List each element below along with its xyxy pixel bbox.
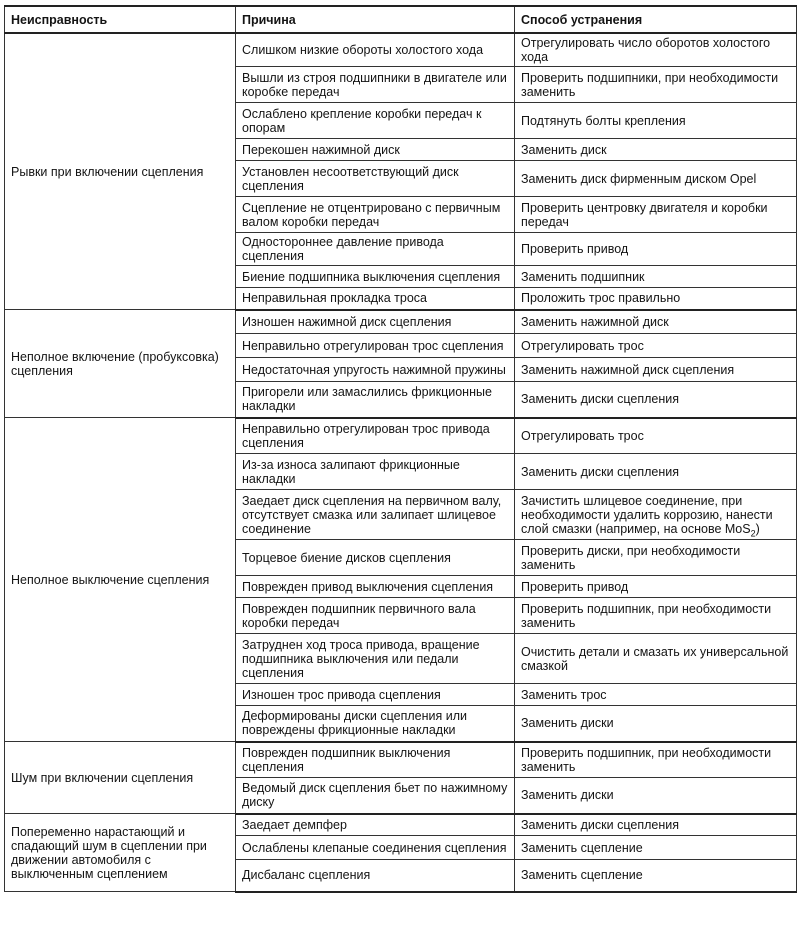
remedy-cell: Проверить привод	[515, 576, 797, 598]
cause-cell: Одностороннее давление привода сцепления	[236, 233, 515, 266]
table-row	[5, 33, 797, 67]
remedy-text: Зачистить шлицевое соединение, при необходимости удалить коррозию, нанести слой смазки (например, на основе MoS	[521, 493, 773, 536]
remedy-cell: Проверить подшипник, при необходимости заменить	[515, 598, 797, 634]
remedy-tail: )	[755, 521, 760, 536]
header-row	[5, 6, 797, 33]
cause-cell: Торцевое биение дисков сцепления	[236, 540, 515, 576]
remedy-subscript: 2	[750, 528, 756, 538]
cause-cell: Заедает демпфер	[236, 814, 515, 836]
header-cause: Причина	[236, 6, 515, 33]
header-fault: Неисправность	[5, 6, 236, 33]
remedy-cell: Проверить подшипники, при необходимости заменить	[515, 67, 797, 103]
cause-cell: Перекошен нажимной диск	[236, 139, 515, 161]
cause-cell: Неправильно отрегулирован трос привода сцепления	[236, 418, 515, 454]
remedy-cell: Заменить диск фирменным диском Opel	[515, 161, 797, 197]
cause-cell: Поврежден привод выключения сцепления	[236, 576, 515, 598]
fault-cell: Неполное включение (пробуксовка) сцепления	[5, 310, 236, 418]
cause-cell: Биение подшипника выключения сцепления	[236, 266, 515, 288]
table-row	[5, 814, 797, 836]
remedy-cell: Отрегулировать трос	[515, 418, 797, 454]
cause-cell: Изношен нажимной диск сцепления	[236, 310, 515, 334]
cause-cell: Изношен трос привода сцепления	[236, 684, 515, 706]
fault-cell: Неполное выключение сцепления	[5, 418, 236, 742]
remedy-cell: Заменить диски сцепления	[515, 454, 797, 490]
remedy-cell: Заменить нажимной диск сцепления	[515, 358, 797, 382]
cause-cell: Деформированы диски сцепления или повреждены фрикционные накладки	[236, 706, 515, 742]
remedy-cell: Проверить центровку двигателя и коробки передач	[515, 197, 797, 233]
cause-cell: Недостаточная упругость нажимной пружины	[236, 358, 515, 382]
remedy-cell: Заменить диски	[515, 706, 797, 742]
cause-cell: Из-за износа залипают фрикционные накладки	[236, 454, 515, 490]
remedy-cell: Заменить трос	[515, 684, 797, 706]
table-row	[5, 310, 797, 334]
table-body	[5, 33, 797, 892]
cause-cell: Сцепление не отцентрировано с первичным валом коробки передач	[236, 197, 515, 233]
remedy-cell: Заменить диски сцепления	[515, 382, 797, 418]
header-remedy: Способ устранения	[515, 6, 797, 33]
remedy-cell: Заменить диски сцепления	[515, 814, 797, 836]
cause-cell: Установлен несоответствующий диск сцепления	[236, 161, 515, 197]
remedy-cell	[515, 490, 797, 540]
remedy-cell: Проверить привод	[515, 233, 797, 266]
remedy-cell: Проверить подшипник, при необходимости заменить	[515, 742, 797, 778]
cause-cell: Ослаблено крепление коробки передач к опорам	[236, 103, 515, 139]
cause-cell: Вышли из строя подшипники в двигателе или коробке передач	[236, 67, 515, 103]
cause-cell: Неправильная прокладка троса	[236, 288, 515, 310]
cause-cell: Неправильно отрегулирован трос сцепления	[236, 334, 515, 358]
cause-cell: Поврежден подшипник выключения сцепления	[236, 742, 515, 778]
cause-cell: Поврежден подшипник первичного вала коробки передач	[236, 598, 515, 634]
table-header	[5, 6, 797, 33]
cause-cell: Ослаблены клепаные соединения сцепления	[236, 836, 515, 860]
cause-cell: Дисбаланс сцепления	[236, 860, 515, 892]
remedy-cell: Проверить диски, при необходимости заменить	[515, 540, 797, 576]
fault-cell: Попеременно нарастающий и спадающий шум в сцеплении при движении автомобиля с выключенным сцеплением	[5, 814, 236, 892]
remedy-cell: Отрегулировать трос	[515, 334, 797, 358]
cause-cell: Заедает диск сцепления на первичном валу, отсутствует смазка или залипает шлицевое соединение	[236, 490, 515, 540]
remedy-cell: Проложить трос правильно	[515, 288, 797, 310]
remedy-cell: Заменить нажимной диск	[515, 310, 797, 334]
fault-cell: Рывки при включении сцепления	[5, 33, 236, 310]
cause-cell: Затруднен ход троса привода, вращение подшипника выключения или педали сцепления	[236, 634, 515, 684]
cause-cell: Слишком низкие обороты холостого хода	[236, 33, 515, 67]
cause-cell: Ведомый диск сцепления бьет по нажимному диску	[236, 778, 515, 814]
troubleshooting-table	[4, 5, 797, 893]
remedy-cell: Заменить сцепление	[515, 860, 797, 892]
remedy-cell: Заменить диск	[515, 139, 797, 161]
cause-cell: Пригорели или замаслились фрикционные накладки	[236, 382, 515, 418]
remedy-cell: Отрегулировать число оборотов холостого хода	[515, 33, 797, 67]
remedy-cell: Подтянуть болты крепления	[515, 103, 797, 139]
remedy-cell: Очистить детали и смазать их универсальной смазкой	[515, 634, 797, 684]
remedy-cell: Заменить сцепление	[515, 836, 797, 860]
fault-cell: Шум при включении сцепления	[5, 742, 236, 814]
remedy-cell: Заменить диски	[515, 778, 797, 814]
remedy-cell: Заменить подшипник	[515, 266, 797, 288]
table-row	[5, 418, 797, 454]
table-row	[5, 742, 797, 778]
